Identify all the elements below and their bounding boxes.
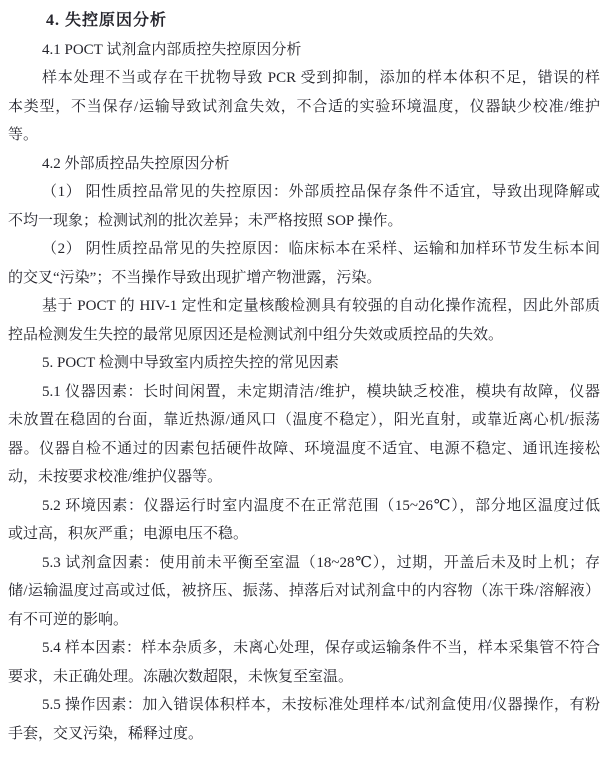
text-line: 有不可逆的影响。 (8, 611, 129, 628)
text-line: 5.3 试剂盒因素：使用前未平衡至室温（18~28℃），过期，开盖后未及时上机；存 (42, 554, 600, 571)
section-heading: 4. 失控原因分析 (46, 12, 168, 29)
text-line: 5.1 仪器因素：长时间闲置，未定期清洁/维护，模块缺乏校准，模块有故障，仪器 (42, 383, 600, 400)
text-line: 控品检测发生失控的最常见原因还是检测试剂中组分失效或质控品的失效。 (8, 326, 504, 343)
text-line: 等。 (8, 127, 39, 143)
text-line: 样本处理不当或存在干扰物导致 PCR 受到抑制，添加的样本体积不足，错误的样 (42, 70, 600, 86)
text-line: 4.1 POCT 试剂盒内部质控失控原因分析 (42, 41, 302, 58)
text-line: 5.2 环境因素：仪器运行时室内温度不在正常范围（15~26℃），部分地区温度过低 (42, 497, 600, 514)
text-line: 手套，交叉污染，稀释过度。 (8, 725, 204, 742)
text-line: 或过高，积灰严重；电源电压不稳。 (8, 526, 249, 542)
text-line: 的交叉“污染”；不当操作导致出现扩增产物泄露，污染。 (8, 269, 382, 286)
text-line: 未放置在稳固的台面，靠近热源/通风口（温度不稳定），阳光直射，或靠近离心机/振荡 (8, 412, 600, 428)
text-line: 要求，未正确处理。冻融次数超限，未恢复至室温。 (8, 668, 354, 685)
text-line: （2） 阴性质控品常见的失控原因：临床标本在采样、运输和加样环节发生标本间 (42, 241, 600, 257)
text-line: 4.2 外部质控品失控原因分析 (42, 155, 230, 172)
text-line: 本类型，不当保存/运输导致试剂盒失效，不合适的实验环境温度，仪器缺少校准/维护 (8, 98, 600, 115)
text-line: 不均一现象；检测试剂的批次差异；未严格按照 SOP 操作。 (8, 212, 403, 229)
text-line: 5. POCT 检测中导致室内质控失控的常见因素 (42, 355, 339, 371)
text-line: 储/运输温度过高或过低，被挤压、振荡、掉落后对试剂盒中的内容物（冻干珠/溶解液） (8, 583, 600, 599)
text-line: 基于 POCT 的 HIV-1 定性和定量核酸检测具有较强的自动化操作流程，因此外部质 (42, 298, 600, 314)
text-line: 器。仪器自检不通过的因素包括硬件故障、环境温度不适宜、电源不稳定、通讯连接松 (8, 440, 600, 457)
text-line: 5.5 操作因素：加入错误体积样本，未按标准处理样本/试剂盒使用/仪器操作，有粉 (42, 697, 600, 713)
text-line: （1） 阳性质控品常见的失控原因：外部质控品保存条件不适宜，导致出现降解或 (42, 184, 600, 200)
text-line: 5.4 样本因素：样本杂质多，未离心处理，保存或运输条件不当，样本采集管不符合 (42, 640, 600, 656)
text-line: 动，未按要求校准/维护仪器等。 (8, 469, 223, 485)
